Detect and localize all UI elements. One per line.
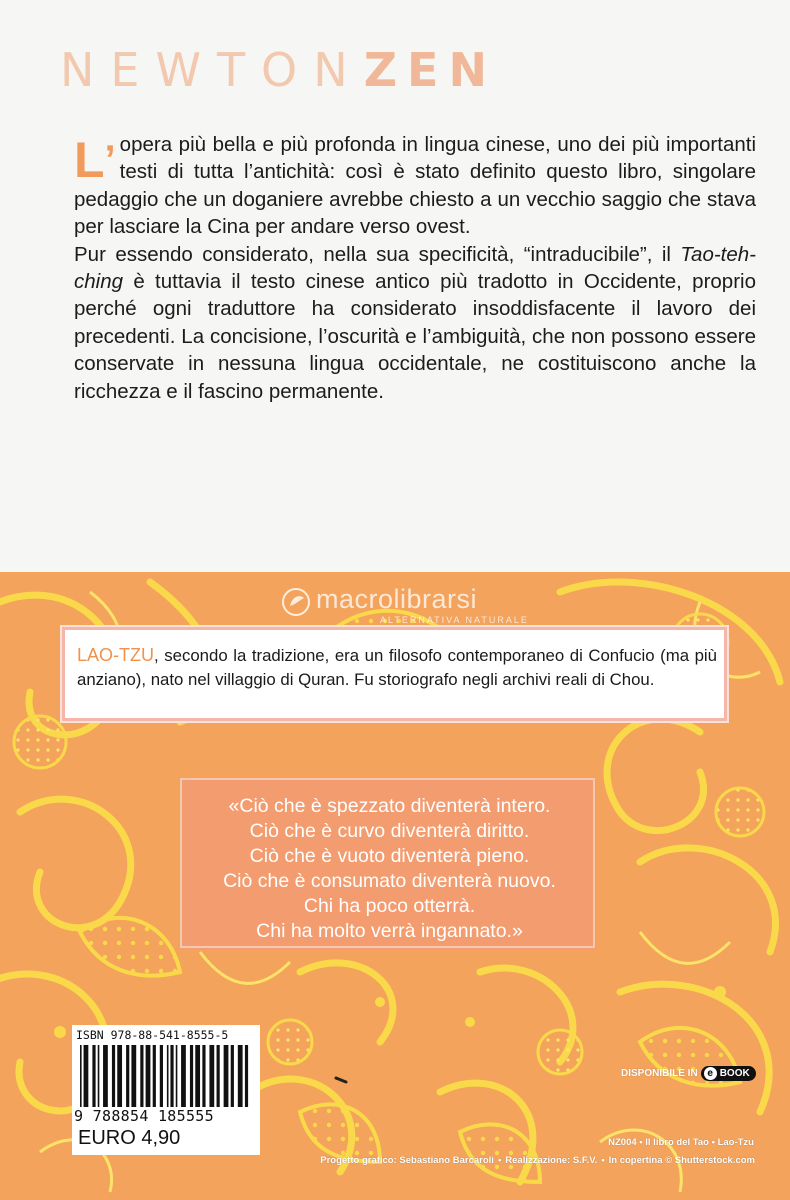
barcode-bar xyxy=(103,1045,108,1107)
barcode-bar xyxy=(92,1045,95,1107)
barcode-bar xyxy=(84,1045,89,1107)
series-code: NZ004 xyxy=(608,1137,637,1148)
quote-line: Chi ha poco otterrà. xyxy=(303,895,476,917)
barcode-bar xyxy=(231,1045,234,1107)
watermark-text: macrolibrarsi xyxy=(316,584,478,614)
credit-production: Realizzazione: S.F.V. xyxy=(505,1155,598,1166)
barcode-bar xyxy=(202,1045,205,1107)
series-logo-bold: ZEN xyxy=(363,43,497,97)
barcode-bar xyxy=(167,1045,169,1107)
quote-box xyxy=(180,778,595,948)
barcode-bar xyxy=(131,1045,136,1107)
barcode-bar xyxy=(190,1045,193,1107)
barcode-bar xyxy=(238,1045,243,1107)
drop-cap: L’ xyxy=(74,132,116,188)
barcode-bar xyxy=(217,1045,220,1107)
barcode-bar xyxy=(209,1045,214,1107)
author-name: LAO-TZU xyxy=(77,645,155,665)
quote-line: Ciò che è consumato diventerà nuovo. xyxy=(223,870,556,892)
barcode-bar xyxy=(195,1045,200,1107)
ebook-e-icon: e xyxy=(704,1067,717,1080)
series-info: NZ004 • Il libro del Tao • Lao-Tzu xyxy=(608,1137,754,1148)
barcode-digits: 9 788854 185555 xyxy=(74,1107,214,1125)
book-title-italic: Tao-teh-ching xyxy=(74,242,756,294)
barcode-bar xyxy=(80,1045,82,1107)
top-panel xyxy=(0,0,790,572)
barcode-bar xyxy=(160,1045,163,1107)
barcode-bar xyxy=(153,1045,156,1107)
book-blurb xyxy=(74,131,756,405)
barcode-bar xyxy=(112,1045,115,1107)
barcode-bar xyxy=(98,1045,100,1107)
credit-design: Progetto grafico: Sebastiano Barcaroli xyxy=(320,1155,494,1166)
barcode-label xyxy=(72,1025,260,1155)
credit-cover: In copertina © Shutterstock.com xyxy=(608,1155,755,1166)
author-bio: , secondo la tradizione, era un filosofo contemporaneo di Confucio (ma più anziano), nato nel villaggio di Quran. Fu storiografo negli archivi reali di Chou. xyxy=(77,646,717,689)
quote-line: Chi ha molto verrà ingannato.» xyxy=(256,920,523,942)
quote-line: «Ciò che è spezzato diventerà intero. xyxy=(228,795,551,817)
quote-line: Ciò che è vuoto diventerà pieno. xyxy=(249,845,530,867)
ebook-label: DISPONIBILE IN xyxy=(621,1067,698,1079)
blurb-paragraph-1: L’ opera più bella e più profonda in lingua cinese, uno dei più importanti testi di tutta l’antichità: così è stato definito questo libro, singolare pedaggio che un doganiere avrebbe chiesto a un vecchio saggio che stava per lasciare la Cina per andare verso ovest. xyxy=(74,132,756,239)
author-bio-box xyxy=(62,627,727,721)
barcode-bar xyxy=(181,1045,186,1107)
series-title: Il libro del Tao xyxy=(645,1137,709,1148)
barcode-bar xyxy=(245,1045,248,1107)
barcode-bar xyxy=(140,1045,143,1107)
ebook-badge xyxy=(701,1066,756,1081)
barcode-bar xyxy=(170,1045,173,1107)
isbn-text: ISBN 978-88-541-8555-5 xyxy=(76,1028,229,1042)
blurb-paragraph-2: Pur essendo considerato, nella sua specificità, “intraducibile”, il Tao-teh-ching è tuttavia il testo cinese antico più tradotto in Occidente, proprio perché ogni traduttore ha considerato insoddisfacente il lavoro dei precedenti. La concisione, l’oscurità e l’ambiguità, che non possono essere conservate in nessuna lingua occidentale, ne costituiscono anche la ricchezza e il fascino permanente. xyxy=(74,242,756,403)
barcode-bar xyxy=(117,1045,122,1107)
watermark-logo-icon xyxy=(280,586,312,618)
barcode-bar xyxy=(126,1045,129,1107)
author-bio-text xyxy=(77,644,717,691)
barcode-bar xyxy=(146,1045,151,1107)
price: EURO 4,90 xyxy=(78,1127,181,1149)
series-author: Lao-Tzu xyxy=(717,1137,754,1148)
quote-text xyxy=(182,794,597,944)
series-logo-light: NEWTON xyxy=(60,43,364,97)
watermark-subtext: ALTERNATIVA NATURALE xyxy=(380,615,529,625)
barcode-bar xyxy=(176,1045,178,1107)
barcode-bars xyxy=(76,1045,256,1107)
series-logo xyxy=(60,40,497,100)
credits: Progetto grafico: Sebastiano Barcaroli • Realizzazione: S.F.V. • In copertina © Shutterstock.com xyxy=(320,1155,755,1166)
quote-line: Ciò che è curvo diventerà diritto. xyxy=(249,820,530,842)
ebook-availability xyxy=(621,1065,756,1081)
barcode-bar xyxy=(224,1045,229,1107)
ebook-badge-text: BOOK xyxy=(719,1067,750,1079)
